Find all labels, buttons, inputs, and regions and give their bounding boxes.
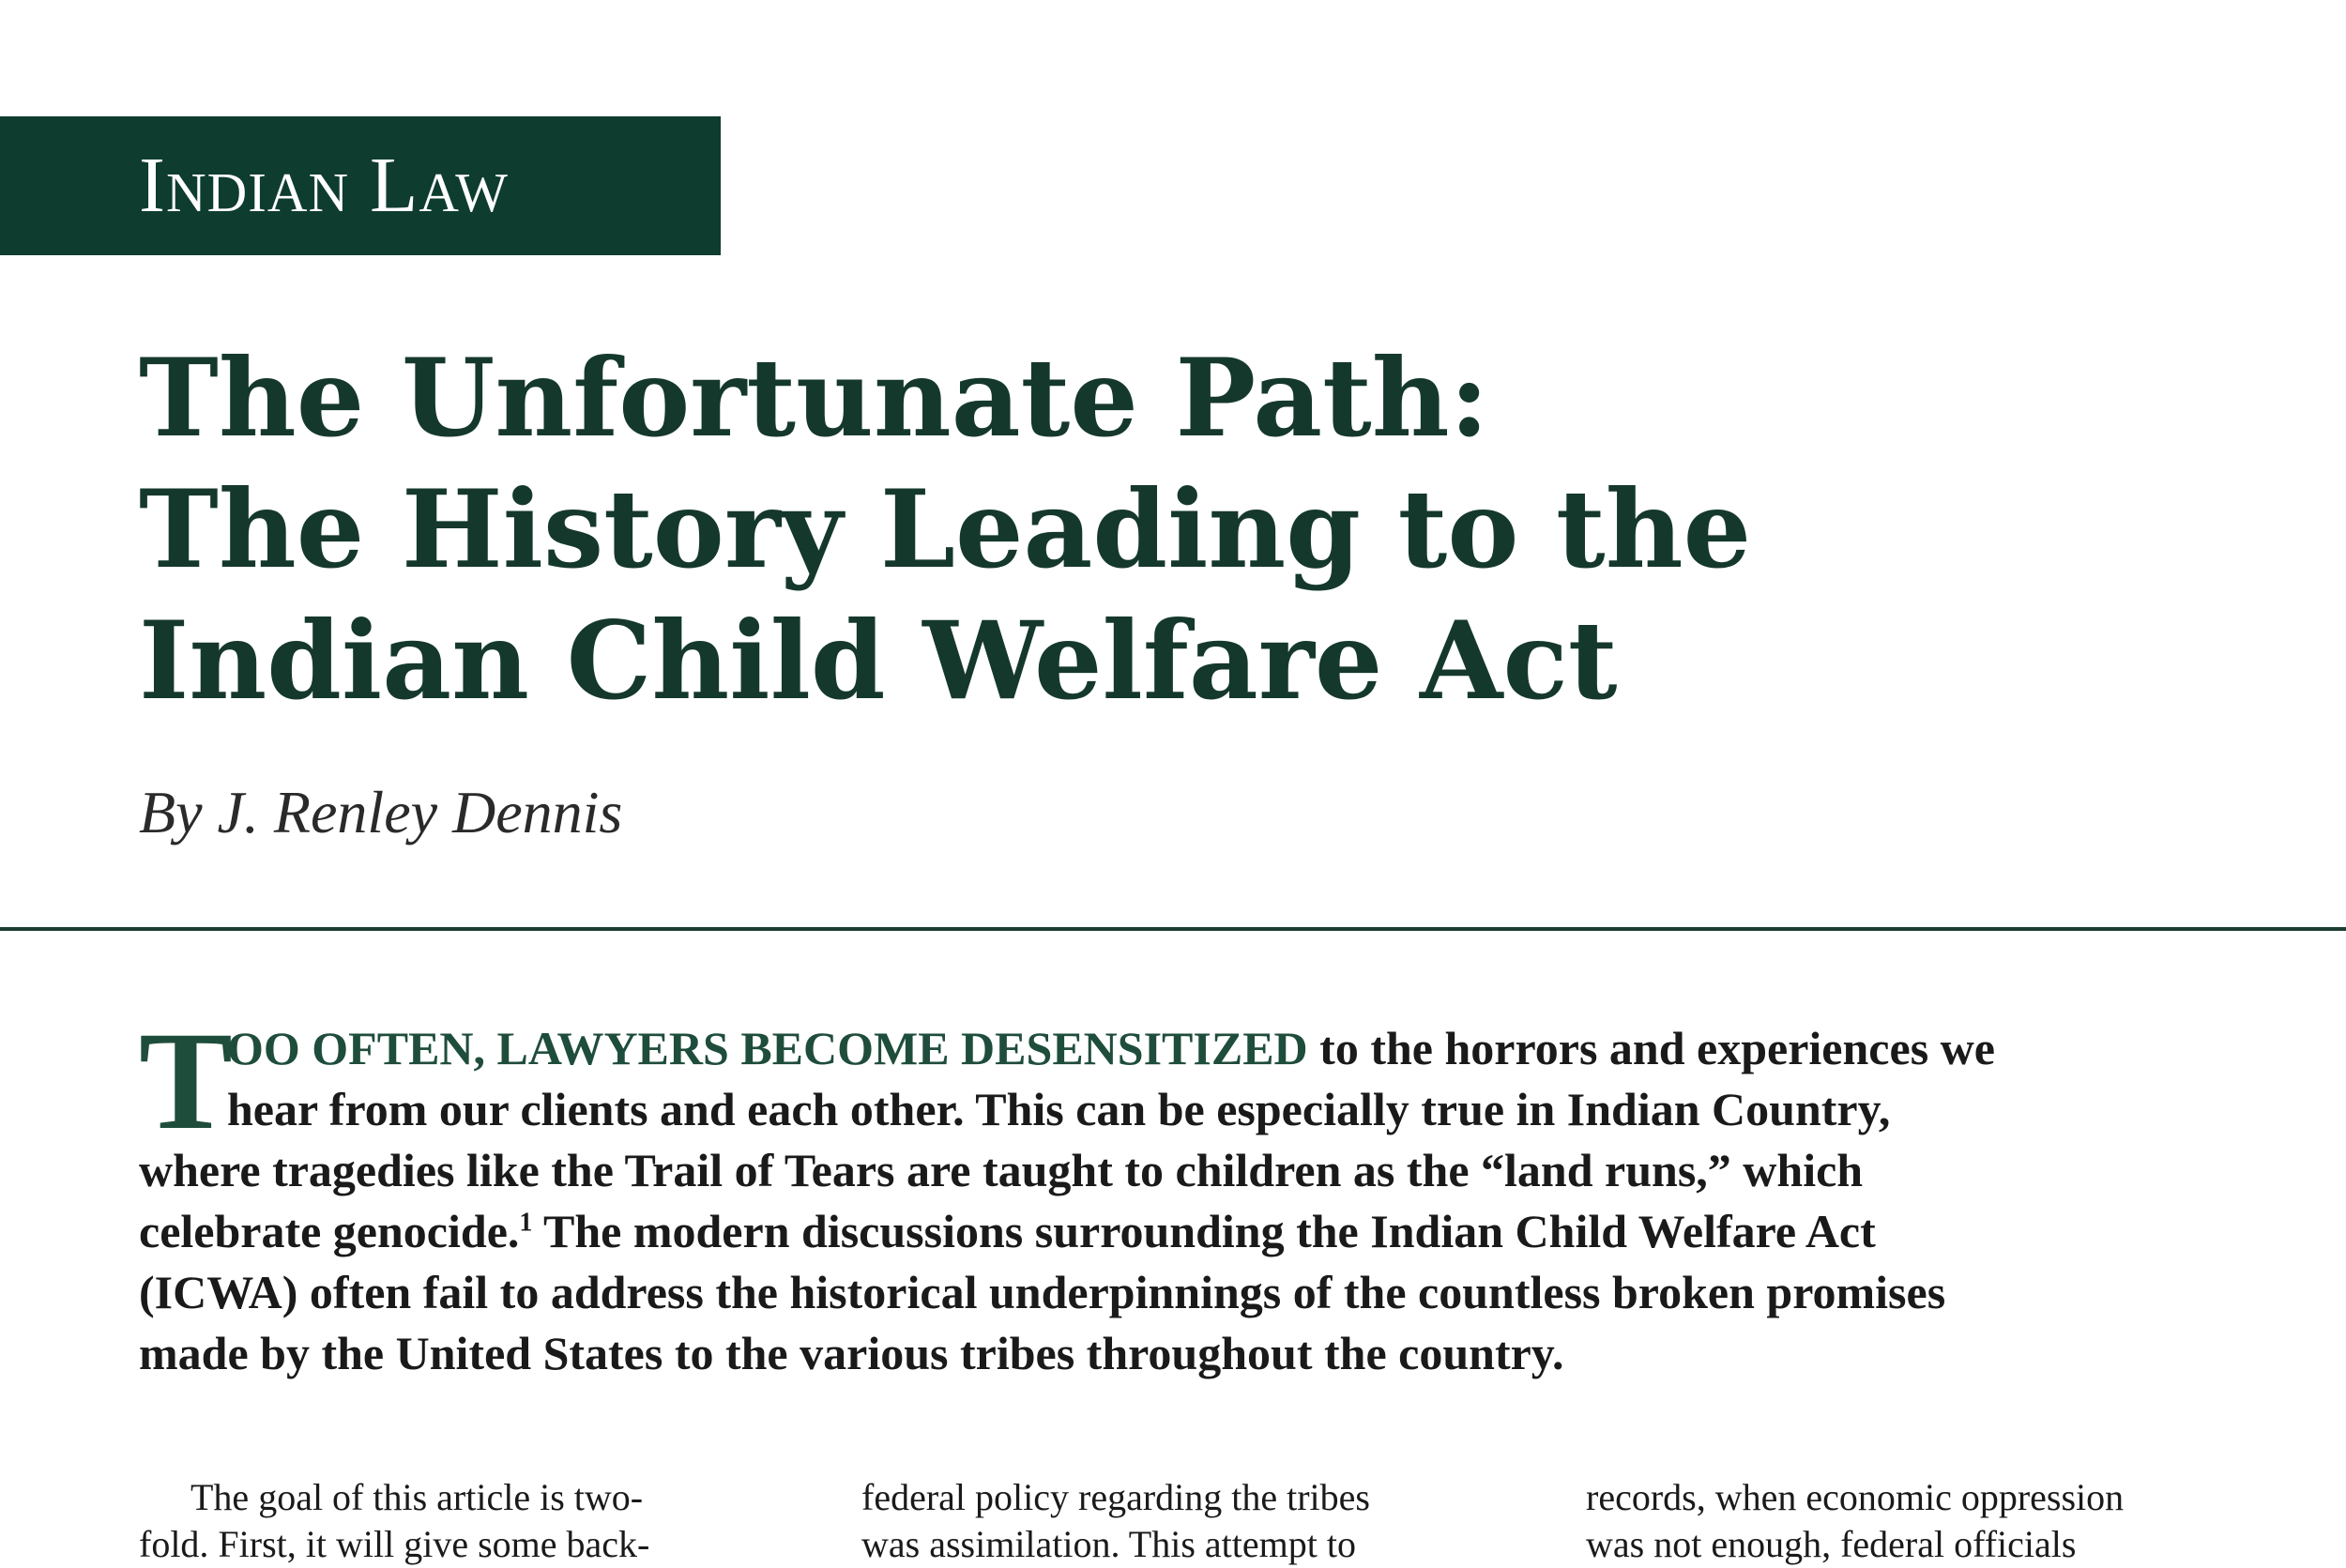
lead-caps-text: OO OFTEN, LAWYERS BECOME DESENSITIZED <box>227 1022 1308 1074</box>
body-column-2 <box>861 1474 1518 1568</box>
lead-line-3: where tragedies like the Trail of Tears are taught to children as the “land runs,” which <box>139 1144 1864 1196</box>
column-line: federal policy regarding the tribes <box>861 1476 1370 1518</box>
column-line: fold. First, it will give some back- <box>139 1523 650 1565</box>
lead-line-6: made by the United States to the various tribes throughout the country. <box>139 1327 1564 1379</box>
drop-cap: T <box>139 1003 234 1159</box>
article-title <box>139 332 1751 726</box>
title-line-2: The History Leading to the <box>139 466 1752 592</box>
lead-line-1 <box>139 1018 2232 1079</box>
column-line: The goal of this article is two- <box>190 1476 644 1518</box>
byline: By J. Renley Dennis <box>139 779 623 845</box>
lead-line-5: (ICWA) often fail to address the historical underpinnings of the countless broken promises <box>139 1266 1946 1318</box>
lead-line-4 <box>139 1201 2232 1262</box>
lead-line-4-end: The modern discussions surrounding the Indian Child Welfare Act <box>532 1205 1876 1257</box>
title-line-3: Indian Child Welfare Act <box>139 598 1618 723</box>
column-line: was not enough, federal officials <box>1586 1523 2077 1565</box>
body-column-1 <box>139 1474 796 1568</box>
lead-line-2: hear from our clients and each other. This can be especially true in Indian Country, <box>227 1083 1891 1135</box>
lead-line-4-start: celebrate genocide. <box>139 1205 520 1257</box>
title-line-1: The Unfortunate Path: <box>139 335 1489 461</box>
column-line: was assimilation. This attempt to <box>861 1523 1356 1565</box>
column-line: records, when economic oppression <box>1586 1476 2125 1518</box>
footnote-ref[interactable]: 1 <box>519 1208 533 1238</box>
divider-rule <box>0 927 2346 931</box>
body-column-3 <box>1586 1474 2243 1568</box>
lead-paragraph <box>139 1003 2232 1384</box>
lead-line-1-rest: to the horrors and experiences we <box>1307 1022 1995 1074</box>
section-label: Indian Law <box>139 142 509 229</box>
